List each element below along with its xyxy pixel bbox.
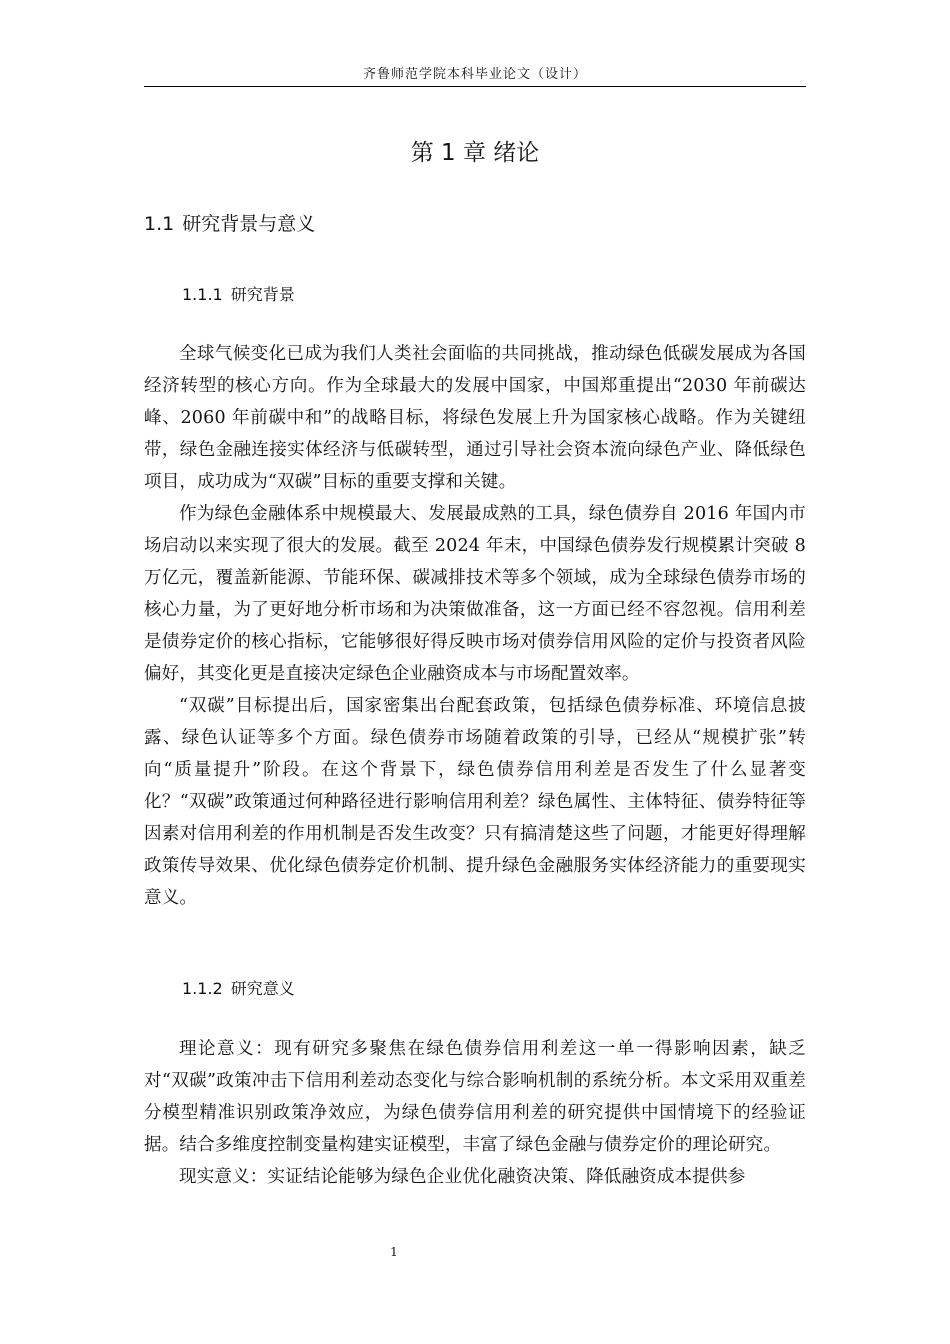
page-number: 1 bbox=[390, 1245, 398, 1259]
paragraph: 全球气候变化已成为我们人类社会面临的共同挑战，推动绿色低碳发展成为各国经济转型的核心方向。作为全球最大的发展中国家，中国郑重提出“2030 年前碳达峰、2060 年前碳中和”的战略目标，将绿色发展上升为国家核心战略。作为关键纽带，绿色金融连接实体经济与低碳转型，通过引导社会资本流向绿色产业、降低绿色项目，成功成为“双碳”目标的重要支撑和关键。 bbox=[144, 344, 806, 492]
background-body bbox=[144, 338, 806, 914]
paragraph: 理论意义：现有研究多聚焦在绿色债券信用利差这一单一得影响因素，缺乏对“双碳”政策冲击下信用利差动态变化与综合影响机制的系统分析。本文采用双重差分模型精准识别政策净效应，为绿色债券信用利差的研究提供中国情境下的经验证据。结合多维度控制变量构建实证模型，丰富了绿色金融与债券定价的理论研究。 bbox=[144, 1039, 806, 1155]
section-title: 研究背景与意义 bbox=[182, 213, 316, 235]
section-number: 1.1 bbox=[144, 213, 175, 235]
chapter-title: 第 1 章 绪论 bbox=[410, 140, 540, 166]
subsection-title: 研究背景 bbox=[230, 285, 295, 304]
subsection-heading-background bbox=[182, 281, 295, 309]
section-heading bbox=[144, 208, 315, 240]
subsection-number: 1.1.1 bbox=[182, 285, 223, 304]
subsection-title: 研究意义 bbox=[230, 979, 295, 998]
page-header bbox=[144, 66, 806, 87]
subsection-number: 1.1.2 bbox=[182, 979, 223, 998]
paragraph: 现实意义：实证结论能够为绿色企业优化融资决策、降低融资成本提供参 bbox=[179, 1167, 746, 1187]
paragraph: “双碳”目标提出后，国家密集出台配套政策，包括绿色债券标准、环境信息披露、绿色认证等多个方面。绿色债券市场随着政策的引导，已经从“规模扩张”转向“质量提升”阶段。在这个背景下，绿色债券信用利差是否发生了什么显著变化？“双碳”政策通过何种路径进行影响信用利差？绿色属性、主体特征、债券特征等因素对信用利差的作用机制是否发生改变？只有搞清楚这些了问题，才能更好得理解政策传导效果、优化绿色债券定价机制、提升绿色金融服务实体经济能力的重要现实意义。 bbox=[144, 696, 806, 908]
paragraph: 作为绿色金融体系中规模最大、发展最成熟的工具，绿色债券自 2016 年国内市场启动以来实现了很大的发展。截至 2024 年末，中国绿色债券发行规模累计突破 8 万亿元，覆盖新能源、节能环保、碳减排技术等多个领域，成为全球绿色债券市场的核心力量，为了更好地分析市场和为决策做准备，这一方面已经不容忽视。信用利差是债券定价的核心指标，它能够很好得反映市场对债券信用风险的定价与投资者风险偏好，其变化更是直接决定绿色企业融资成本与市场配置效率。 bbox=[144, 504, 806, 684]
header-title: 齐鲁师范学院本科毕业论文（设计） bbox=[362, 67, 587, 82]
significance-body bbox=[144, 1033, 806, 1193]
subsection-heading-significance bbox=[182, 975, 295, 1003]
